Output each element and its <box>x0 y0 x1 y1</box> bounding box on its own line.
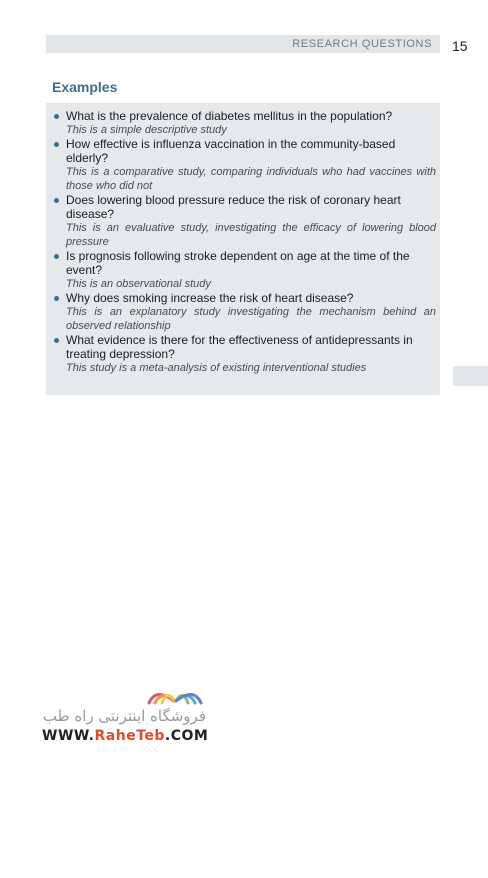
bullet-icon <box>54 142 59 147</box>
example-question: What evidence is there for the effectiveness of antidepressants in treating depression? <box>66 333 413 361</box>
watermark-url <box>42 728 208 744</box>
example-question: Why does smoking increase the risk of heart disease? <box>66 291 354 305</box>
page-number: 15 <box>452 38 468 54</box>
bullet-icon <box>54 254 59 259</box>
watermark-url-prefix: WWW. <box>42 728 95 744</box>
example-question: What is the prevalence of diabetes mellitus in the population? <box>66 109 393 123</box>
example-question: How effective is influenza vaccination in the community-based elderly? <box>66 137 396 165</box>
bullet-icon <box>54 198 59 203</box>
example-note: This is an explanatory study investigating the mechanism behind an observed relationship <box>66 306 436 332</box>
example-item-4 <box>50 249 436 291</box>
chapter-side-tab <box>453 366 488 386</box>
example-question: Is prognosis following stroke dependent on age at the time of the event? <box>66 249 410 277</box>
bullet-icon <box>54 338 59 343</box>
example-item-3 <box>50 193 436 249</box>
example-note: This is a simple descriptive study <box>66 124 227 136</box>
example-note: This study is a meta-analysis of existing interventional studies <box>66 362 367 374</box>
bullet-icon <box>54 296 59 301</box>
example-note: This is an observational study <box>66 278 211 290</box>
example-note: This is an evaluative study, investigating the efficacy of lowering blood pressure <box>66 222 436 248</box>
example-item-5 <box>50 291 436 333</box>
watermark-store-name: فروشگاه اینترنتی راه طب <box>42 707 206 725</box>
examples-heading: Examples <box>52 79 118 95</box>
example-question: Does lowering blood pressure reduce the risk of coronary heart disease? <box>66 193 401 221</box>
watermark-logo <box>40 683 210 747</box>
bullet-icon <box>54 114 59 119</box>
example-item-1 <box>50 109 436 137</box>
running-header-title: RESEARCH QUESTIONS <box>292 38 432 50</box>
running-header-bar <box>46 35 440 53</box>
examples-box <box>46 103 440 395</box>
example-item-6 <box>50 333 436 375</box>
watermark-url-accent: RaheTeb <box>94 728 165 744</box>
watermark-url-suffix: .COM <box>164 728 209 744</box>
book-fan-icon <box>146 683 204 705</box>
example-item-2 <box>50 137 436 193</box>
example-note: This is a comparative study, comparing individuals who had vaccines with those who did not <box>66 166 436 192</box>
